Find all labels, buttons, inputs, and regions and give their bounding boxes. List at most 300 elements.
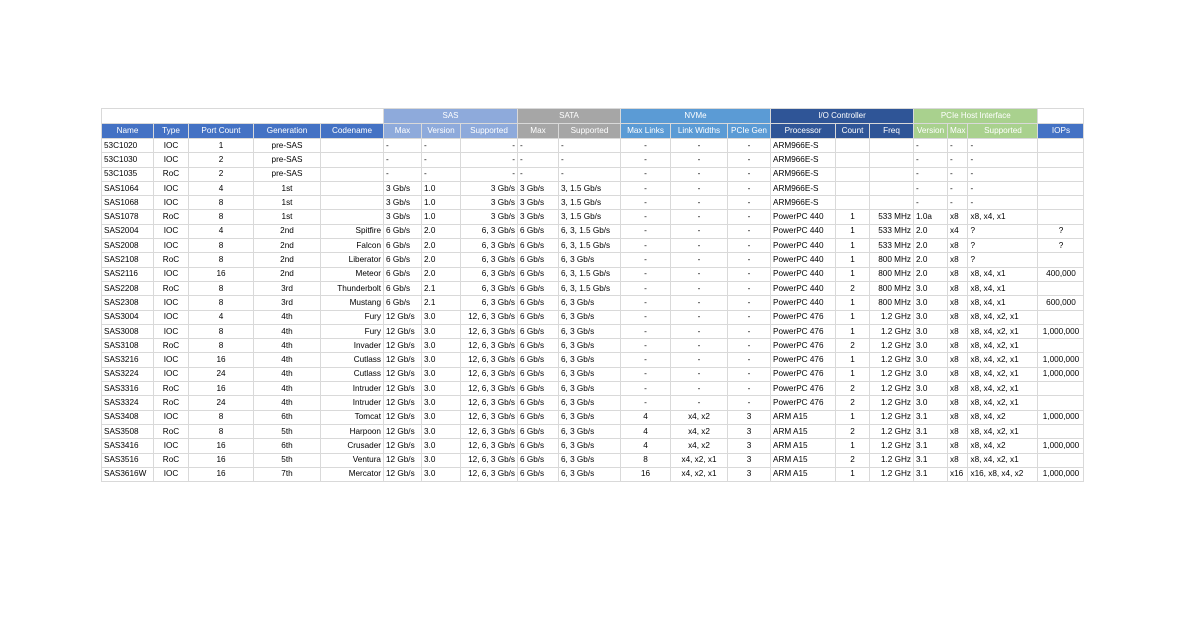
table-cell[interactable]: 3.1	[914, 410, 948, 424]
table-cell[interactable]: -	[621, 296, 671, 310]
table-cell[interactable]: 6 Gb/s	[518, 424, 559, 438]
table-cell[interactable]: 600,000	[1038, 296, 1084, 310]
table-cell[interactable]	[1038, 339, 1084, 353]
table-cell[interactable]: -	[728, 324, 771, 338]
table-cell[interactable]: -	[948, 153, 968, 167]
table-cell[interactable]: 3.0	[422, 339, 461, 353]
table-cell[interactable]: SAS3108	[102, 339, 154, 353]
table-cell[interactable]: 6 Gb/s	[384, 267, 422, 281]
column-header-cell[interactable]: IOPs	[1038, 124, 1084, 139]
table-cell[interactable]: x8	[948, 439, 968, 453]
table-cell[interactable]: 6, 3, 1.5 Gb/s	[559, 281, 621, 295]
table-cell[interactable]: x4	[948, 224, 968, 238]
table-cell[interactable]: x8	[948, 253, 968, 267]
table-cell[interactable]: ARM A15	[771, 410, 836, 424]
table-cell[interactable]: 12 Gb/s	[384, 310, 422, 324]
table-cell[interactable]: 3.0	[914, 324, 948, 338]
table-cell[interactable]: 6 Gb/s	[518, 281, 559, 295]
column-header-cell[interactable]: Link Widths	[671, 124, 728, 139]
table-cell[interactable]	[321, 196, 384, 210]
table-cell[interactable]: ?	[968, 253, 1038, 267]
table-cell[interactable]	[870, 139, 914, 153]
table-cell[interactable]: SAS3416	[102, 439, 154, 453]
table-cell[interactable]	[836, 153, 870, 167]
table-cell[interactable]: 6, 3, 1.5 Gb/s	[559, 239, 621, 253]
table-cell[interactable]: 12 Gb/s	[384, 396, 422, 410]
table-cell[interactable]: 6, 3 Gb/s	[559, 310, 621, 324]
table-cell[interactable]: 12, 6, 3 Gb/s	[461, 353, 518, 367]
table-cell[interactable]: -	[728, 339, 771, 353]
table-cell[interactable]: -	[728, 224, 771, 238]
table-cell[interactable]: 12, 6, 3 Gb/s	[461, 310, 518, 324]
table-cell[interactable]: SAS1068	[102, 196, 154, 210]
table-cell[interactable]: 6 Gb/s	[518, 453, 559, 467]
table-cell[interactable]: 6, 3 Gb/s	[559, 439, 621, 453]
table-cell[interactable]	[321, 210, 384, 224]
table-cell[interactable]: PowerPC 440	[771, 210, 836, 224]
table-cell[interactable]: SAS2208	[102, 281, 154, 295]
table-cell[interactable]: 4th	[254, 382, 321, 396]
column-header-cell[interactable]: Type	[154, 124, 189, 139]
table-cell[interactable]: 1	[836, 324, 870, 338]
table-cell[interactable]: 6, 3 Gb/s	[559, 367, 621, 381]
table-cell[interactable]: x8	[948, 410, 968, 424]
column-header-cell[interactable]: Supported	[559, 124, 621, 139]
table-cell[interactable]: -	[671, 224, 728, 238]
table-cell[interactable]: 6 Gb/s	[518, 353, 559, 367]
column-header-cell[interactable]: Max	[948, 124, 968, 139]
table-cell[interactable]: RoC	[154, 253, 189, 267]
table-cell[interactable]: 800 MHz	[870, 253, 914, 267]
table-cell[interactable]: 1.2 GHz	[870, 453, 914, 467]
table-cell[interactable]: x8, x4, x2, x1	[968, 453, 1038, 467]
table-cell[interactable]: PowerPC 476	[771, 353, 836, 367]
table-cell[interactable]: 3.0	[914, 367, 948, 381]
table-cell[interactable]: -	[621, 239, 671, 253]
table-cell[interactable]: 3.0	[422, 396, 461, 410]
table-cell[interactable]: -	[671, 281, 728, 295]
table-cell[interactable]: 2	[836, 396, 870, 410]
group-header-cell[interactable]	[102, 109, 384, 124]
table-cell[interactable]: 1	[836, 239, 870, 253]
table-cell[interactable]: 6, 3 Gb/s	[461, 267, 518, 281]
table-cell[interactable]: 8	[189, 239, 254, 253]
table-cell[interactable]: 6, 3, 1.5 Gb/s	[559, 267, 621, 281]
table-cell[interactable]: x8, x4, x2	[968, 439, 1038, 453]
table-cell[interactable]: SAS1064	[102, 181, 154, 195]
table-cell[interactable]: 1	[836, 353, 870, 367]
table-cell[interactable]: 6, 3 Gb/s	[559, 339, 621, 353]
table-cell[interactable]	[1038, 453, 1084, 467]
table-cell[interactable]: 16	[621, 467, 671, 481]
table-cell[interactable]: SAS3224	[102, 367, 154, 381]
table-cell[interactable]	[870, 167, 914, 181]
table-cell[interactable]: x16	[948, 467, 968, 481]
table-cell[interactable]: 12 Gb/s	[384, 453, 422, 467]
table-cell[interactable]: 1,000,000	[1038, 367, 1084, 381]
table-cell[interactable]: RoC	[154, 453, 189, 467]
table-cell[interactable]: 6 Gb/s	[518, 267, 559, 281]
table-cell[interactable]: 16	[189, 353, 254, 367]
table-cell[interactable]: Harpoon	[321, 424, 384, 438]
table-cell[interactable]	[870, 153, 914, 167]
table-cell[interactable]: 6 Gb/s	[518, 324, 559, 338]
table-cell[interactable]: 1	[836, 367, 870, 381]
table-cell[interactable]: x8	[948, 396, 968, 410]
table-cell[interactable]: IOC	[154, 467, 189, 481]
table-cell[interactable]: 1.0a	[914, 210, 948, 224]
table-cell[interactable]: ARM A15	[771, 453, 836, 467]
table-cell[interactable]: 1.2 GHz	[870, 396, 914, 410]
table-cell[interactable]: 6 Gb/s	[518, 410, 559, 424]
table-cell[interactable]: x8, x4, x1	[968, 210, 1038, 224]
table-cell[interactable]: ARM966E-S	[771, 153, 836, 167]
table-cell[interactable]: -	[728, 210, 771, 224]
table-cell[interactable]: -	[728, 196, 771, 210]
table-cell[interactable]: 6 Gb/s	[384, 296, 422, 310]
table-cell[interactable]: -	[671, 324, 728, 338]
table-cell[interactable]: -	[384, 153, 422, 167]
table-cell[interactable]: ARM A15	[771, 439, 836, 453]
table-cell[interactable]: 3.1	[914, 439, 948, 453]
table-cell[interactable]: IOC	[154, 324, 189, 338]
table-cell[interactable]: -	[671, 139, 728, 153]
table-cell[interactable]: ARM966E-S	[771, 196, 836, 210]
table-cell[interactable]: -	[559, 167, 621, 181]
table-cell[interactable]: 8	[189, 424, 254, 438]
table-cell[interactable]: 12 Gb/s	[384, 324, 422, 338]
table-cell[interactable]: Invader	[321, 339, 384, 353]
table-cell[interactable]: 12, 6, 3 Gb/s	[461, 439, 518, 453]
table-cell[interactable]: 6, 3 Gb/s	[559, 396, 621, 410]
table-cell[interactable]: -	[621, 224, 671, 238]
table-cell[interactable]: 1.2 GHz	[870, 467, 914, 481]
column-header-cell[interactable]: Version	[422, 124, 461, 139]
table-cell[interactable]: 8	[189, 410, 254, 424]
table-cell[interactable]: SAS3004	[102, 310, 154, 324]
table-cell[interactable]: 8	[189, 296, 254, 310]
table-cell[interactable]: SAS2108	[102, 253, 154, 267]
table-cell[interactable]: Liberator	[321, 253, 384, 267]
table-cell[interactable]: 3 Gb/s	[461, 196, 518, 210]
table-cell[interactable]: 4th	[254, 324, 321, 338]
table-cell[interactable]: 16	[189, 453, 254, 467]
table-cell[interactable]: 4th	[254, 353, 321, 367]
table-cell[interactable]	[1038, 281, 1084, 295]
table-cell[interactable]: SAS3408	[102, 410, 154, 424]
table-cell[interactable]: -	[518, 153, 559, 167]
table-cell[interactable]: PowerPC 476	[771, 382, 836, 396]
table-cell[interactable]: ARM966E-S	[771, 139, 836, 153]
table-cell[interactable]	[836, 196, 870, 210]
table-cell[interactable]: 12 Gb/s	[384, 439, 422, 453]
table-cell[interactable]: Meteor	[321, 267, 384, 281]
table-cell[interactable]: IOC	[154, 439, 189, 453]
table-cell[interactable]: Fury	[321, 310, 384, 324]
table-cell[interactable]: 1,000,000	[1038, 324, 1084, 338]
table-cell[interactable]: 533 MHz	[870, 210, 914, 224]
table-cell[interactable]: 6 Gb/s	[384, 253, 422, 267]
table-cell[interactable]: 8	[189, 210, 254, 224]
table-cell[interactable]: PowerPC 440	[771, 224, 836, 238]
table-cell[interactable]: -	[621, 253, 671, 267]
table-cell[interactable]: -	[728, 153, 771, 167]
table-cell[interactable]: 53C1035	[102, 167, 154, 181]
table-cell[interactable]: x8	[948, 281, 968, 295]
table-cell[interactable]: -	[621, 181, 671, 195]
table-cell[interactable]: -	[728, 253, 771, 267]
table-cell[interactable]: 6, 3 Gb/s	[559, 453, 621, 467]
table-cell[interactable]: -	[671, 210, 728, 224]
table-cell[interactable]	[321, 167, 384, 181]
table-cell[interactable]: SAS3616W	[102, 467, 154, 481]
table-cell[interactable]: -	[671, 339, 728, 353]
table-cell[interactable]: -	[671, 181, 728, 195]
table-cell[interactable]: x16, x8, x4, x2	[968, 467, 1038, 481]
table-cell[interactable]: 3.0	[422, 382, 461, 396]
table-cell[interactable]: x8	[948, 367, 968, 381]
table-cell[interactable]: x8, x4, x2, x1	[968, 353, 1038, 367]
table-cell[interactable]: 1	[836, 267, 870, 281]
table-cell[interactable]: 800 MHz	[870, 267, 914, 281]
table-cell[interactable]: 1,000,000	[1038, 353, 1084, 367]
table-cell[interactable]: SAS2004	[102, 224, 154, 238]
table-cell[interactable]: 6 Gb/s	[518, 396, 559, 410]
table-cell[interactable]: 3 Gb/s	[518, 210, 559, 224]
table-cell[interactable]: 3 Gb/s	[384, 210, 422, 224]
table-cell[interactable]: RoC	[154, 382, 189, 396]
table-cell[interactable]: -	[728, 167, 771, 181]
table-cell[interactable]: 1.2 GHz	[870, 310, 914, 324]
table-cell[interactable]: ?	[1038, 224, 1084, 238]
column-header-cell[interactable]: Freq	[870, 124, 914, 139]
table-cell[interactable]: Ventura	[321, 453, 384, 467]
column-header-cell[interactable]: Max	[518, 124, 559, 139]
table-cell[interactable]: -	[621, 339, 671, 353]
table-cell[interactable]: 12, 6, 3 Gb/s	[461, 424, 518, 438]
table-cell[interactable]: x8, x4, x2, x1	[968, 367, 1038, 381]
table-cell[interactable]	[321, 139, 384, 153]
table-cell[interactable]: 6, 3 Gb/s	[559, 424, 621, 438]
table-cell[interactable]: 16	[189, 267, 254, 281]
table-cell[interactable]: 12 Gb/s	[384, 353, 422, 367]
table-cell[interactable]: -	[621, 267, 671, 281]
table-cell[interactable]: -	[728, 139, 771, 153]
table-cell[interactable]: -	[621, 382, 671, 396]
table-cell[interactable]: 3.0	[422, 410, 461, 424]
table-cell[interactable]: 3rd	[254, 296, 321, 310]
table-cell[interactable]	[836, 181, 870, 195]
column-header-cell[interactable]: Max Links	[621, 124, 671, 139]
table-cell[interactable]: -	[621, 324, 671, 338]
table-cell[interactable]: ARM966E-S	[771, 167, 836, 181]
table-cell[interactable]: -	[621, 196, 671, 210]
table-cell[interactable]: -	[728, 396, 771, 410]
table-cell[interactable]: x8, x4, x2, x1	[968, 424, 1038, 438]
table-cell[interactable]: -	[728, 310, 771, 324]
table-cell[interactable]: -	[671, 253, 728, 267]
table-cell[interactable]: 8	[621, 453, 671, 467]
table-cell[interactable]: x8, x4, x2, x1	[968, 396, 1038, 410]
table-cell[interactable]: 53C1020	[102, 139, 154, 153]
table-cell[interactable]: -	[384, 139, 422, 153]
table-cell[interactable]: 6, 3 Gb/s	[559, 467, 621, 481]
table-cell[interactable]: 3.0	[422, 324, 461, 338]
table-cell[interactable]: Cutlass	[321, 367, 384, 381]
table-cell[interactable]: -	[384, 167, 422, 181]
table-cell[interactable]: 4	[621, 410, 671, 424]
table-cell[interactable]: 1.0	[422, 181, 461, 195]
table-cell[interactable]: x8	[948, 453, 968, 467]
table-cell[interactable]: x8, x4, x2, x1	[968, 310, 1038, 324]
table-cell[interactable]: 3.0	[914, 281, 948, 295]
table-cell[interactable]: 7th	[254, 467, 321, 481]
table-cell[interactable]: 6, 3 Gb/s	[559, 353, 621, 367]
group-header-cell[interactable]	[1038, 109, 1084, 124]
table-cell[interactable]: Crusader	[321, 439, 384, 453]
table-cell[interactable]: 3.1	[914, 453, 948, 467]
table-cell[interactable]: Spitfire	[321, 224, 384, 238]
table-cell[interactable]: -	[461, 167, 518, 181]
table-cell[interactable]: x8	[948, 210, 968, 224]
table-cell[interactable]	[1038, 139, 1084, 153]
table-cell[interactable]: PowerPC 440	[771, 239, 836, 253]
table-cell[interactable]: IOC	[154, 310, 189, 324]
table-cell[interactable]	[1038, 253, 1084, 267]
table-cell[interactable]: -	[559, 139, 621, 153]
table-cell[interactable]: pre-SAS	[254, 153, 321, 167]
table-cell[interactable]: 3.1	[914, 424, 948, 438]
table-cell[interactable]	[1038, 396, 1084, 410]
table-cell[interactable]: PowerPC 476	[771, 324, 836, 338]
table-cell[interactable]: 2.0	[914, 239, 948, 253]
table-cell[interactable]: -	[422, 153, 461, 167]
table-cell[interactable]: -	[621, 281, 671, 295]
table-cell[interactable]: -	[559, 153, 621, 167]
table-cell[interactable]: 800 MHz	[870, 281, 914, 295]
table-cell[interactable]: 6 Gb/s	[518, 296, 559, 310]
table-cell[interactable]: -	[968, 139, 1038, 153]
table-cell[interactable]: IOC	[154, 196, 189, 210]
table-cell[interactable]: 6 Gb/s	[384, 224, 422, 238]
table-cell[interactable]: 3.0	[422, 367, 461, 381]
table-cell[interactable]: x4, x2	[671, 410, 728, 424]
column-header-cell[interactable]: Codename	[321, 124, 384, 139]
table-cell[interactable]: 3.0	[914, 353, 948, 367]
table-cell[interactable]: 2	[189, 153, 254, 167]
table-cell[interactable]: SAS1078	[102, 210, 154, 224]
table-cell[interactable]: 533 MHz	[870, 239, 914, 253]
table-cell[interactable]: IOC	[154, 224, 189, 238]
table-cell[interactable]: IOC	[154, 153, 189, 167]
table-cell[interactable]: 3.0	[422, 453, 461, 467]
table-cell[interactable]: 6, 3 Gb/s	[559, 410, 621, 424]
table-cell[interactable]: PowerPC 476	[771, 396, 836, 410]
table-cell[interactable]: 2	[189, 167, 254, 181]
table-cell[interactable]: 3	[728, 467, 771, 481]
table-cell[interactable]	[1038, 382, 1084, 396]
table-cell[interactable]: -	[671, 167, 728, 181]
table-cell[interactable]: 12, 6, 3 Gb/s	[461, 367, 518, 381]
table-cell[interactable]: IOC	[154, 353, 189, 367]
table-cell[interactable]: 1	[836, 224, 870, 238]
table-cell[interactable]: 3, 1.5 Gb/s	[559, 210, 621, 224]
table-cell[interactable]: 3.0	[422, 439, 461, 453]
table-cell[interactable]: 2nd	[254, 239, 321, 253]
table-cell[interactable]: 5th	[254, 453, 321, 467]
table-cell[interactable]: 6 Gb/s	[518, 382, 559, 396]
table-cell[interactable]: -	[728, 353, 771, 367]
table-cell[interactable]	[1038, 210, 1084, 224]
table-cell[interactable]: 4	[189, 224, 254, 238]
table-cell[interactable]: 3.0	[422, 467, 461, 481]
table-cell[interactable]: SAS3008	[102, 324, 154, 338]
table-cell[interactable]: -	[968, 181, 1038, 195]
table-cell[interactable]: 3 Gb/s	[384, 196, 422, 210]
table-cell[interactable]: x4, x2	[671, 439, 728, 453]
table-cell[interactable]	[870, 181, 914, 195]
table-cell[interactable]: -	[728, 239, 771, 253]
table-cell[interactable]: 1st	[254, 196, 321, 210]
table-cell[interactable]: x8	[948, 339, 968, 353]
table-cell[interactable]: 3.0	[914, 339, 948, 353]
table-cell[interactable]: x8	[948, 310, 968, 324]
table-cell[interactable]: 2.1	[422, 281, 461, 295]
table-cell[interactable]: Cutlass	[321, 353, 384, 367]
table-cell[interactable]: -	[621, 396, 671, 410]
table-cell[interactable]: ?	[1038, 239, 1084, 253]
table-cell[interactable]: x4, x2, x1	[671, 467, 728, 481]
table-cell[interactable]: ?	[968, 224, 1038, 238]
table-cell[interactable]: SAS3216	[102, 353, 154, 367]
table-cell[interactable]: 6, 3 Gb/s	[559, 382, 621, 396]
table-cell[interactable]: 6, 3 Gb/s	[461, 253, 518, 267]
table-cell[interactable]: -	[728, 367, 771, 381]
table-cell[interactable]: 12 Gb/s	[384, 367, 422, 381]
table-cell[interactable]: 6, 3 Gb/s	[461, 239, 518, 253]
table-cell[interactable]: 6, 3 Gb/s	[559, 296, 621, 310]
table-cell[interactable]: x4, x2	[671, 424, 728, 438]
table-cell[interactable]: SAS3508	[102, 424, 154, 438]
table-cell[interactable]: 1.0	[422, 196, 461, 210]
table-cell[interactable]: -	[671, 367, 728, 381]
table-cell[interactable]: x8, x4, x2, x1	[968, 382, 1038, 396]
table-cell[interactable]: x8	[948, 424, 968, 438]
table-cell[interactable]: 4th	[254, 396, 321, 410]
group-header-cell[interactable]: SATA	[518, 109, 621, 124]
table-cell[interactable]: Fury	[321, 324, 384, 338]
table-cell[interactable]: 3	[728, 439, 771, 453]
table-cell[interactable]: Intruder	[321, 382, 384, 396]
table-cell[interactable]: 1	[836, 210, 870, 224]
table-cell[interactable]: -	[621, 367, 671, 381]
table-cell[interactable]: Intruder	[321, 396, 384, 410]
table-cell[interactable]: x8, x4, x1	[968, 267, 1038, 281]
table-cell[interactable]: x8, x4, x1	[968, 296, 1038, 310]
table-cell[interactable]: 6 Gb/s	[384, 281, 422, 295]
table-cell[interactable]: -	[621, 167, 671, 181]
table-cell[interactable]: 3rd	[254, 281, 321, 295]
table-cell[interactable]: 2	[836, 339, 870, 353]
table-cell[interactable]: 12, 6, 3 Gb/s	[461, 410, 518, 424]
table-cell[interactable]: x8, x4, x2, x1	[968, 324, 1038, 338]
table-cell[interactable]: 8	[189, 281, 254, 295]
table-cell[interactable]: -	[671, 239, 728, 253]
table-cell[interactable]: 1,000,000	[1038, 410, 1084, 424]
column-header-cell[interactable]: Count	[836, 124, 870, 139]
table-cell[interactable]: 6 Gb/s	[518, 224, 559, 238]
table-cell[interactable]: 5th	[254, 424, 321, 438]
